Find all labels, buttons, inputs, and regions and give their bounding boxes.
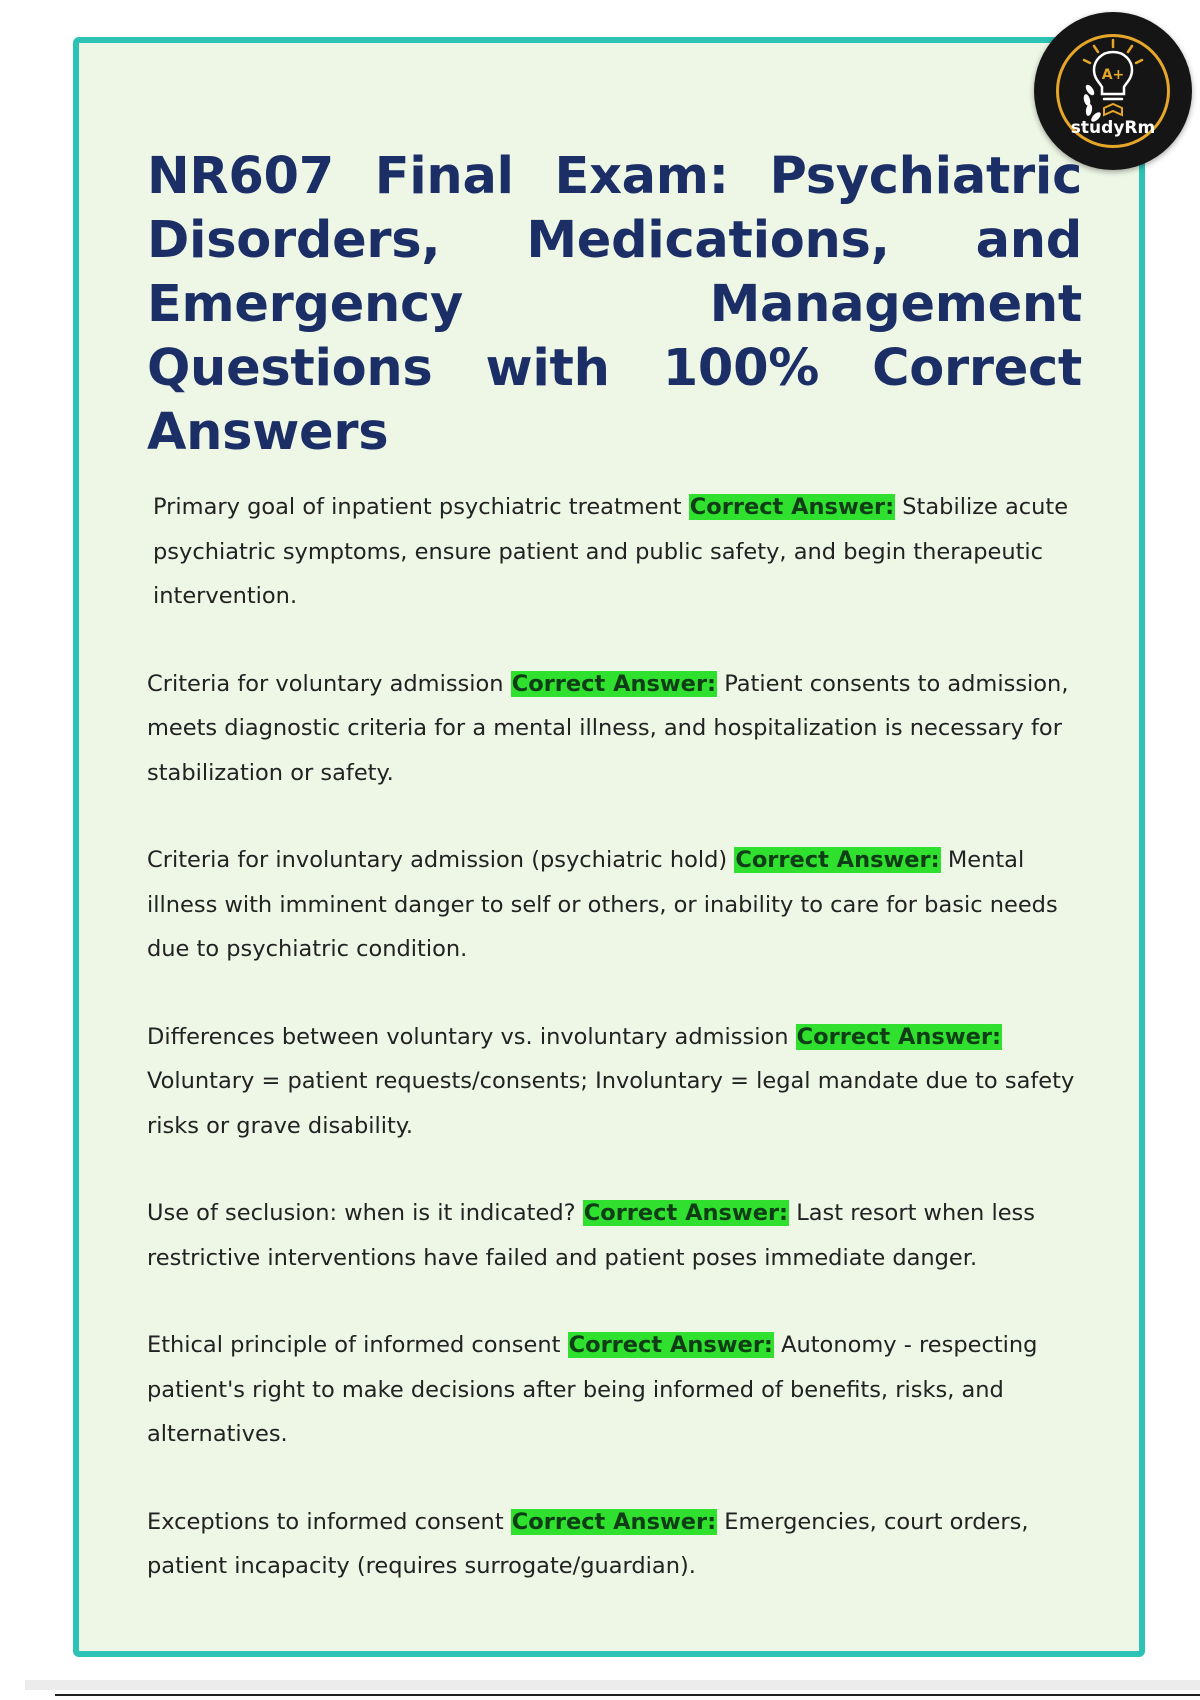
question-text: Primary goal of inpatient psychiatric treatment xyxy=(153,494,682,520)
page-bottom-rule xyxy=(55,1694,1200,1696)
answer-text: Stabilize acute psychiatric symptoms, ensure patient and public safety, and begin therapeutic intervention. xyxy=(153,494,1069,609)
qa-item xyxy=(147,838,1082,972)
qa-item xyxy=(147,485,1082,619)
correct-answer-label: Correct Answer: xyxy=(583,1200,789,1226)
correct-answer-label: Correct Answer: xyxy=(568,1332,773,1358)
answer-text: Patient consents to admission, meets diagnostic criteria for a mental illness, and hospitalization is necessary for stabilization or safety. xyxy=(147,670,1069,786)
correct-answer-label: Correct Answer: xyxy=(796,1023,1001,1050)
qa-item xyxy=(147,662,1082,796)
logo-wordmark: studyRm xyxy=(1070,118,1156,138)
question-text: Ethical principle of informed consent xyxy=(147,1332,561,1358)
correct-answer-label: Correct Answer: xyxy=(689,494,895,520)
question-text: Criteria for voluntary admission xyxy=(147,670,504,697)
question-text: Exceptions to informed consent xyxy=(147,1508,504,1535)
answer-text: Voluntary = patient requests/consents; Involuntary = legal mandate due to safety risks or grave disability. xyxy=(147,1068,1075,1139)
qa-item xyxy=(147,1191,1082,1280)
page-bottom-shadow xyxy=(25,1680,1200,1690)
correct-answer-label: Correct Answer: xyxy=(511,670,717,697)
document-content xyxy=(147,145,1082,1632)
answer-text: Last resort when less restrictive interventions have failed and patient poses immediate danger. xyxy=(147,1200,1036,1271)
correct-answer-label: Correct Answer: xyxy=(735,847,940,873)
question-text: Use of seclusion: when is it indicated? xyxy=(147,1200,576,1226)
qa-item xyxy=(147,1323,1082,1457)
qa-item xyxy=(147,1500,1082,1589)
question-text: Criteria for involuntary admission (psychiatric hold) xyxy=(147,847,728,873)
qa-list xyxy=(147,485,1082,1589)
logo-badge: A+ xyxy=(1101,67,1125,83)
answer-text: Autonomy - respecting patient's right to make decisions after being informed of benefits, risks, and alternatives. xyxy=(147,1332,1038,1447)
correct-answer-label: Correct Answer: xyxy=(511,1508,717,1535)
document-title: NR607 Final Exam: Psychiatric Disorders, Medications, and Emergency Management Questions with 100% Correct Answers xyxy=(147,147,1082,462)
answer-text: Mental illness with imminent danger to self or others, or inability to care for basic needs due to psychiatric condition. xyxy=(147,847,1058,962)
question-text: Differences between voluntary vs. involuntary admission xyxy=(147,1023,789,1050)
answer-text: Emergencies, court orders, patient incapacity (requires surrogate/guardian). xyxy=(147,1508,1029,1579)
qa-item xyxy=(147,1015,1082,1149)
